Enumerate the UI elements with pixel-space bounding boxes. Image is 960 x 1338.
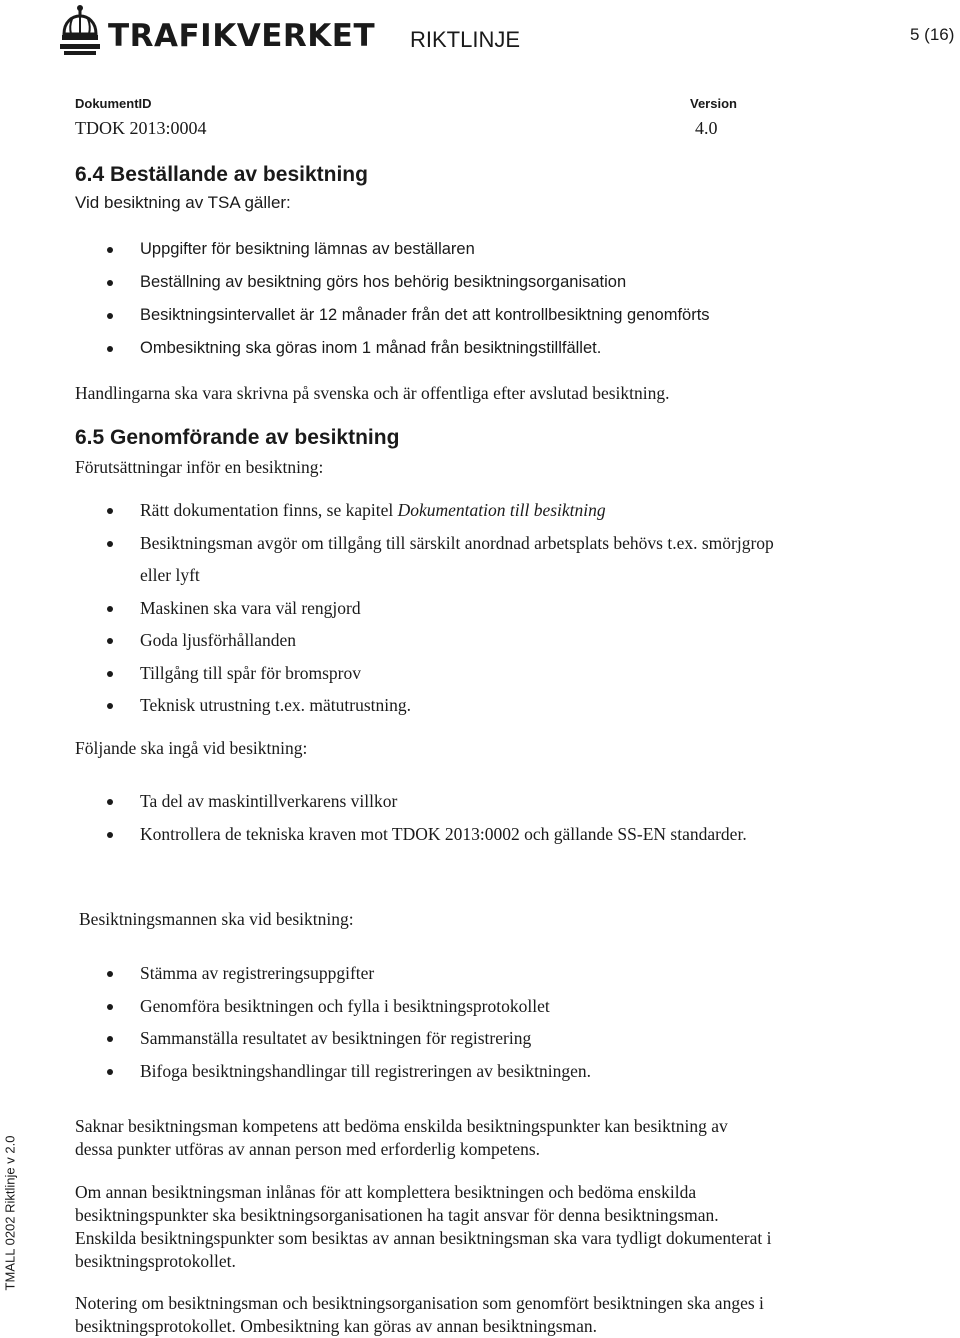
list-item: Besiktningsintervallet är 12 månader från det att kontrollbesiktning genomförts	[75, 303, 875, 336]
list-item-text: Rätt dokumentation finns, se kapitel	[140, 500, 398, 520]
list-item: Maskinen ska vara väl rengjord	[75, 592, 795, 625]
paragraph: Saknar besiktningsman kompetens att bedöma enskilda besiktningspunkter kan besiktning av dessa punkter utföras av annan person med erforderlig kompetens.	[75, 1116, 728, 1159]
document-type: RIKTLINJE	[410, 27, 521, 52]
logo-text: TRAFIKVERKET	[108, 18, 376, 54]
crown-icon	[58, 4, 102, 64]
paragraph: Besiktningsmannen ska vid besiktning:	[79, 909, 354, 929]
paragraph: Följande ska ingå vid besiktning:	[75, 738, 308, 758]
list-item: Tillgång till spår för bromsprov	[75, 657, 795, 690]
template-label-text: TMALL 0202 Riktlinje v 2.0	[2, 1135, 18, 1291]
order-bullet-list	[75, 237, 875, 369]
version-value: 4.0	[695, 118, 718, 138]
list-item: Teknisk utrustning t.ex. mätutrustning.	[75, 689, 795, 722]
chapter-reference: Dokumentation till besiktning	[397, 500, 606, 520]
list-item: Besiktningsman avgör om tillgång till särskilt anordnad arbetsplats behövs t.ex. smörjgrop eller lyft	[75, 527, 795, 592]
list-item: Sammanställa resultatet av besiktningen för registrering	[75, 1022, 875, 1055]
list-item: Stämma av registreringsuppgifter	[75, 957, 875, 990]
list-item: Uppgifter för besiktning lämnas av beställaren	[75, 237, 875, 270]
version-label: Version	[690, 96, 737, 111]
list-item: Ombesiktning ska göras inom 1 månad från besiktningstillfället.	[75, 336, 875, 369]
paragraph: Om annan besiktningsman inlånas för att komplettera besiktningen och bedöma enskilda besiktningspunkter ska besiktningsorganisationen ha tagit ansvar för denna besiktningsman. Enskilda besiktningspunkter som besiktas av annan besiktningsman ska vara tydligt dokumenterat i besiktningsprotokollet.	[75, 1182, 772, 1271]
document-id: TDOK 2013:0004	[75, 118, 207, 138]
section-heading: 6.5 Genomförande av besiktning	[75, 426, 400, 449]
list-item: Ta del av maskintillverkarens villkor	[75, 785, 775, 818]
section-intro: Förutsättningar inför en besiktning:	[75, 457, 324, 477]
list-item	[75, 494, 795, 527]
paragraph: Notering om besiktningsman och besiktningsorganisation som genomfört besiktningen ska anges i besiktningsprotokollet. Ombesiktning kan göras av annan besiktningsman.	[75, 1293, 764, 1336]
inspector-bullet-list	[75, 957, 875, 1087]
section-heading: 6.4 Beställande av besiktning	[75, 163, 368, 186]
section-intro: Vid besiktning av TSA gäller:	[75, 193, 291, 212]
list-item: Goda ljusförhållanden	[75, 624, 795, 657]
included-bullet-list	[75, 785, 775, 850]
page-number: 5 (16)	[910, 25, 955, 44]
template-label	[0, 1090, 20, 1336]
paragraph: Handlingarna ska vara skrivna på svenska och är offentliga efter avslutad besiktning.	[75, 383, 670, 403]
prerequisite-bullet-list	[75, 494, 795, 722]
list-item: Beställning av besiktning görs hos behörig besiktningsorganisation	[75, 270, 875, 303]
document-id-label: DokumentID	[75, 96, 152, 111]
list-item: Genomföra besiktningen och fylla i besiktningsprotokollet	[75, 990, 875, 1023]
list-item: Kontrollera de tekniska kraven mot TDOK 2013:0002 och gällande SS-EN standarder.	[75, 818, 775, 851]
list-item: Bifoga besiktningshandlingar till registreringen av besiktningen.	[75, 1055, 875, 1088]
